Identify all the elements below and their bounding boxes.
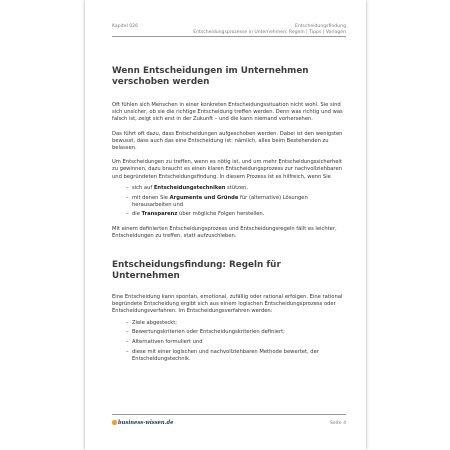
section-heading-postponed: Wenn Entscheidungen im Unternehmen verschoben werden: [112, 66, 309, 87]
technique-list: [112, 185, 346, 219]
list-item: – mit denen Sie Argumente und Gründe für (alternative) Lösungen herausarbeiten und: [126, 195, 346, 209]
paragraph: Mit einem definierten Entscheidungsprozess und Entscheidungsregeln fällt es leichter, Entscheidungen zu treffen, statt aufzuschieben.: [112, 225, 337, 239]
page-number: Seite 4: [329, 421, 346, 426]
paragraph: Um Entscheidungen zu treffen, wenn es nötig ist, und um mehr Entscheidungssicherheit zu gewinnen, dazu braucht es einen klaren Entscheidungsprozess zur nachvollziehbaren und begründeten Entscheidungsfindung. In diesem Prozess ist es hilfreich, wenn Sie: [112, 159, 342, 180]
page-footer: [112, 420, 346, 428]
logo-text: business-wissen.de: [118, 420, 174, 426]
chapter-label: Kapitel 026: [112, 24, 139, 29]
page-content: [112, 66, 346, 370]
header-subtitle: Entscheidungsprozesse in Unternehmen: Regeln | Tipps | Vorlagen: [193, 30, 346, 35]
list-item: – Alternativen formuliert und: [126, 339, 346, 346]
list-item: – die Transparenz über mögliche Folgen herstellen.: [126, 211, 346, 218]
header-divider: [112, 36, 346, 37]
paragraph: Das führt oft dazu, dass Entscheidungen aufgeschoben werden. Dabei ist den wenigsten bewusst, dass auch das eine Entscheidung ist: nämlich, alles beim Bestehenden zu belassen.: [112, 130, 343, 152]
logo: [112, 420, 173, 427]
list-item: – sich auf Entscheidungstechniken stützen,: [126, 185, 346, 192]
header-title: Entscheidungsfindung: [294, 24, 346, 29]
list-item: – Bewertungskriterien oder Entscheidungskriterien definiert;: [126, 329, 346, 336]
document-page: [85, 0, 366, 450]
header-title-block: [193, 24, 346, 36]
list-item: – diese mit einer logischen und nachvollziehbaren Methode bewertet, der Entscheidungstechnik.: [126, 349, 346, 363]
section-heading-rules: Entscheidungsfindung: Regeln für Unternehmen: [112, 260, 281, 282]
paragraph: Eine Entscheidung kann spontan, emotional, zufällig oder rational erfolgen. Eine rational begründete Entscheidung ergibt sich aus einem logischen Entscheidungsprozess oder Entscheidungsverfahren. Im Entscheidungsverfahren werden:: [112, 294, 343, 315]
paragraph: Oft fühlen sich Menschen in einer konkreten Entscheidungssituation nicht wohl. Sie sind sich unsicher, ob sie die richtige Entscheidung treffen werden. Denn was richtig und was falsch ist, zeigt sich erst in der Zukunft – und die kann niemand vorhersehen.: [112, 102, 343, 123]
logo-dot-icon: [112, 420, 117, 425]
procedure-list: [112, 320, 346, 364]
list-item: – Ziele abgesteckt;: [126, 320, 346, 327]
footer-divider: [112, 414, 346, 415]
